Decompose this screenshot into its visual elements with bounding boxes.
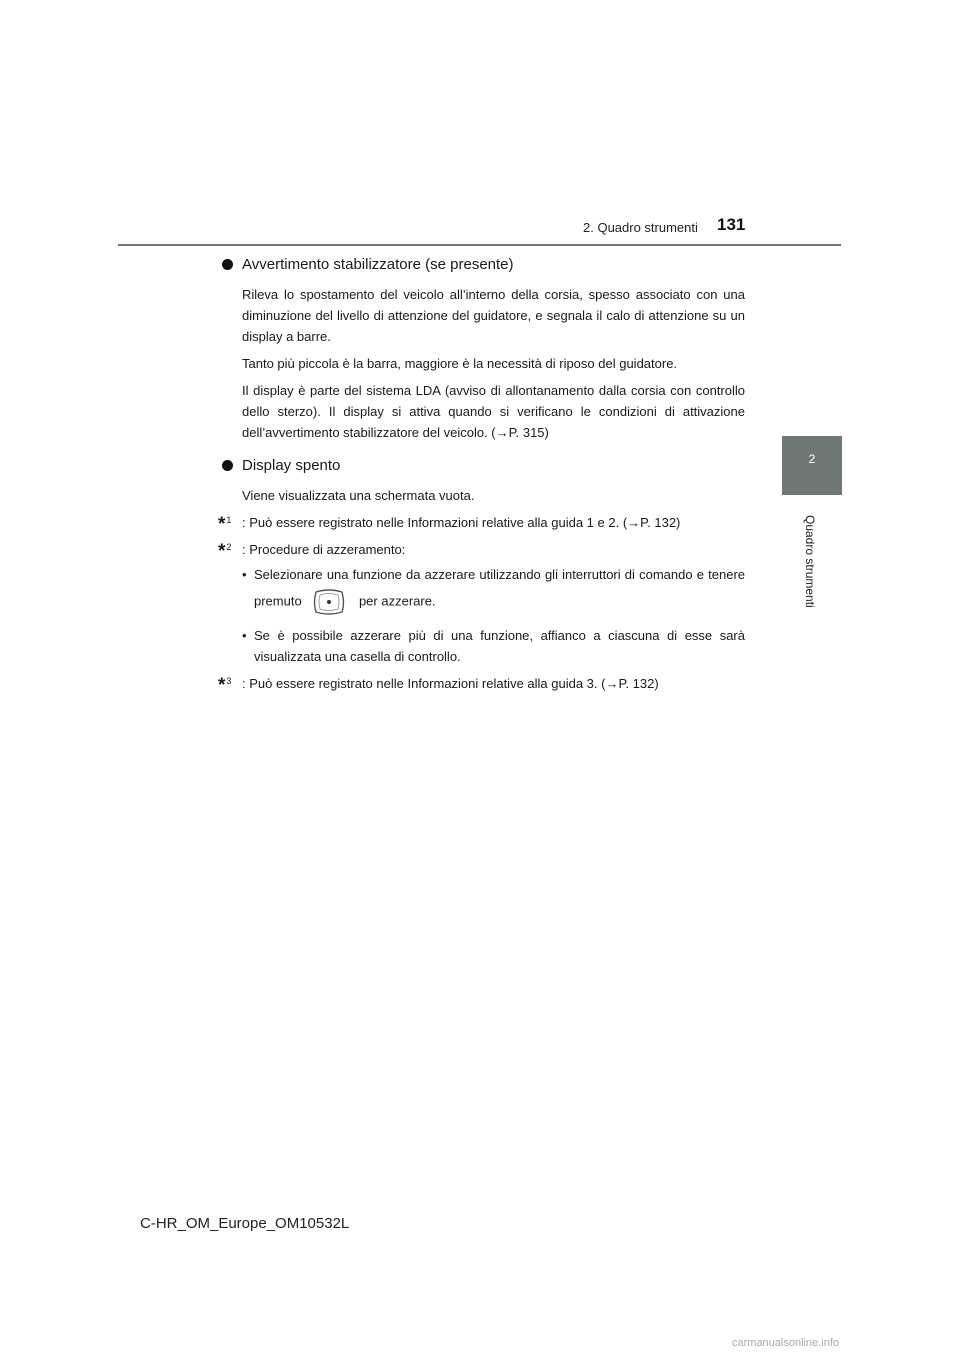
chapter-tab-number: 2 (808, 452, 816, 466)
item-heading-stability-warning (218, 254, 745, 276)
reset-step-1: • Selezionare una funzione da azzerare utilizzando gli interruttori di comando e tenere premuto per azzerare. (218, 564, 745, 619)
item-heading-text: Avvertimento stabilizzatore (se presente) (242, 256, 514, 273)
footnote-2 (218, 539, 745, 560)
chapter-tab (782, 436, 842, 495)
ok-button-icon (311, 585, 347, 619)
footnote-marker: *$^2$ (218, 541, 232, 562)
paragraph: Tanto più piccola è la barra, maggiore è la necessità di riposo del guidatore. (242, 356, 678, 371)
watermark-text: carmanualsonline.info (732, 1337, 840, 1349)
header-divider (118, 244, 841, 246)
paragraph: Il display è parte del sistema LDA (avviso di allontanamento dalla corsia con controllo dello sterzo). Il display si attiva quando si verificano le condizioni di attivazione dell’avvertimento stabilizzatore del veicolo. (→P. 315) (242, 383, 745, 440)
reset-step-2: • Se è possibile azzerare più di una funzione, affianco a ciascuna di esse sarà visualizzata una casella di controllo. (242, 628, 745, 664)
item-heading-display-off (218, 455, 745, 477)
paragraph: Viene visualizzata una schermata vuota. (242, 488, 475, 503)
document-code: C-HR_OM_Europe_OM10532L (140, 1215, 350, 1232)
page-content (218, 254, 745, 698)
bullet-dot (222, 259, 233, 270)
footnote-marker: *$^1$ (218, 514, 232, 535)
bullet-dot (222, 460, 233, 471)
reset-step-text: Se è possibile azzerare più di una funzione, affianco a ciascuna di esse sarà visualizzata una casella di controllo. (254, 628, 745, 664)
footnote-marker: *$^3$ (218, 675, 232, 696)
chapter-tab-label: Quadro strumenti (803, 515, 817, 608)
footnote-text: : Procedure di azzeramento: (242, 542, 406, 557)
item-heading-text: Display spento (242, 457, 341, 474)
reset-step-text-after: per azzerare. (358, 593, 436, 609)
paragraph: Rileva lo spostamento del veicolo all’interno della corsia, spesso associato con una diminuzione del livello di attenzione del guidatore, e segnala il calo di attenzione su un display a barre. (242, 287, 745, 344)
footnote-text: : Può essere registrato nelle Informazioni relative alla guida 3. (→P. 132) (242, 676, 659, 691)
reset-step-text-before: Selezionare una funzione da azzerare utilizzando gli interruttori di comando e tenere premuto (254, 567, 745, 609)
footnote-1 (218, 512, 745, 533)
footnote-text: : Può essere registrato nelle Informazioni relative alla guida 1 e 2. (→P. 132) (242, 515, 681, 530)
page-number: 131 (717, 215, 746, 234)
running-header-section: 2. Quadro strumenti (583, 220, 698, 235)
footnote-3 (218, 673, 745, 694)
